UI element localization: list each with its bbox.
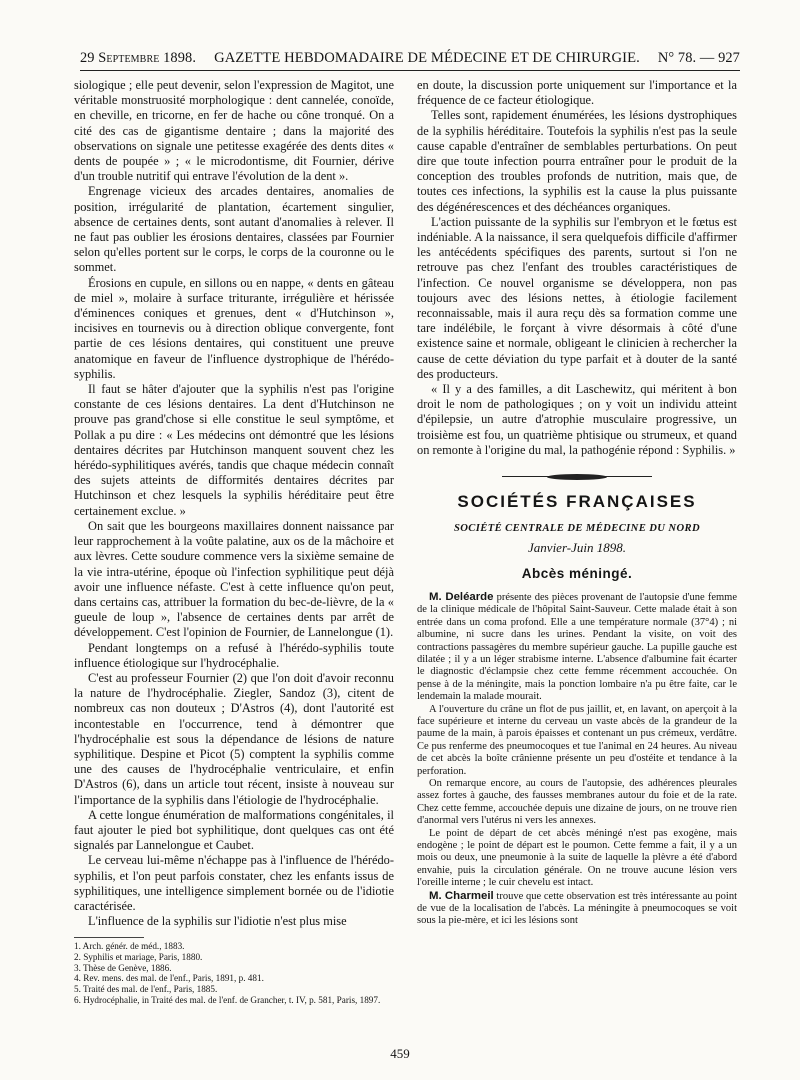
journal-title: GAZETTE HEBDOMADAIRE DE MÉDECINE ET DE CHIRURGIE. bbox=[214, 50, 640, 66]
header-date: 29 Septembre 1898. bbox=[80, 50, 197, 66]
paragraph: siologique ; elle peut devenir, selon l'expression de Magitot, une véritable monstruosité morphologique : dent cannelée, conoïde, en cheville, en tricorne, en fer de hache ou cône tronqué. On a cité des cas de gigantisme dentaire ; dans la majorité des observations on signale une petitesse exagérée des dents dites « dents de poupée » ; « le microdontisme, dit Fournier, dérive d'un trouble nutritif qui entrave l'évolution de la dent ». bbox=[74, 78, 394, 184]
header-rule bbox=[80, 70, 740, 71]
report-paragraph bbox=[417, 704, 737, 778]
paragraph: On sait que les bourgeons maxillaires donnent naissance par leur rapprochement à la voûte palatine, aux os de la mâchoire et aux lèvres. Cette soudure commence vers la sixième semaine de la vie intra-utérine, époque où l'infection syphilitique peut déjà avoir une influence néfaste. C'est à cette influence qu'on peut, dans certains cas, attribuer la formation du bec-de-lièvre, de la « gueule de loup », l'absence de certaines dents par arrêt de développement. C'est l'opinion de Fournier, de Lannelongue (1). bbox=[74, 518, 394, 640]
paragraph: Érosions en cupule, en sillons ou en nappe, « dents en gâteau de miel », molaire à surface triturante, irrégulière et hérissée d'éminences coniques et grenues, dent « d'Hutchinson », incisives en tournevis ou à direction oblique convergente, font partie de ces lésions dentaires, qui constituent une preuve anatomique en faveur de l'influence dystrophique de l'hérédo-syphilis. bbox=[74, 275, 394, 381]
report-paragraph bbox=[417, 591, 737, 704]
report-text-span: trouve que cette observation est très intéressante au point de vue de la localisation de l'abcès. La méningite à pneumocoques se voit sous la pie-mère, et ici les lésions sont bbox=[417, 890, 738, 927]
paragraph: « Il y a des familles, a dit Laschewitz, qui méritent à bon droit le nom de pathologiques ; on y voit un individu atteint d'épilepsie, un autre d'atrophie musculaire progressive, un troisième est fou, un quatrième phtisique ou strumeux, et quand on remonte à l'origine du mal, la pathogénie répond : Syphilis. » bbox=[417, 382, 737, 457]
society-name: SOCIÉTÉ CENTRALE DE MÉDECINE DU NORD bbox=[453, 523, 701, 535]
issue-number: N° 78. — 927 bbox=[657, 50, 740, 66]
page-number: 459 bbox=[390, 1046, 410, 1061]
paragraph: en doute, la discussion porte uniquement sur l'importance et la fréquence de ce facteur étiologique. bbox=[417, 78, 737, 108]
report-paragraph bbox=[417, 828, 737, 890]
footnote-rule bbox=[74, 937, 144, 938]
report-text-span: Le point de départ de cet abcès méningé n'est pas exogène, mais endogène ; le point de départ est le poumon. Cette femme a fait, il y a un mois ou deux, une pneumonie à la suite de laquelle la plèvre a été d'abord envahie, puis la circulation générale. On ne trouve aucune lésion vers l'oreille interne ; le cuir chevelu est intact. bbox=[417, 827, 737, 889]
report-paragraph bbox=[417, 778, 737, 828]
report-text-span: A l'ouverture du crâne un flot de pus jaillit, et, en lavant, on aperçoit à la face supérieure et interne du cerveau un vaste abcès de la grandeur de la paume de la main, à parois épaisses et contenant un pus crémeux, verdâtre. Ce pus renferme des pneumocoques et tue l'animal en 24 heures. Au niveau de cet abcès la boîte crânienne présente un peu d'ostéite et tendance à la perforation. bbox=[417, 703, 737, 777]
speaker-name: M. Charmeil bbox=[429, 889, 494, 902]
running-header bbox=[80, 50, 740, 70]
section-title: SOCIÉTÉS FRANÇAISES bbox=[457, 492, 697, 512]
right-body-text bbox=[417, 78, 737, 458]
report-paragraph bbox=[417, 890, 737, 928]
paragraph: L'action puissante de la syphilis sur l'embryon et le fœtus est indéniable. A la naissance, il sera quelquefois difficile d'affirmer les antécédents spécifiques des parents, surtout si l'on ne retrouve pas chez l'enfant des troubles caractéristiques de l'infection. Ce nouvel organisme se développera, non pas toujours avec des lésions nettes, à étiologie facilement reconnaissable, mais il aura reçu dès sa formation comme une tare indélébile, le forçant à vivre désormais à côté d'une existence saine et normale, obligeant le clinicien à rechercher la cause de cette déviation du type parfait et à douter de la santé des producteurs. bbox=[417, 214, 737, 381]
paragraph: Il faut se hâter d'ajouter que la syphilis n'est pas l'origine constante de ces lésions dentaires. La dent d'Hutchinson ne prouve pas grand'chose si elle constitue le seul symptôme, et Pollak a pu dire : « Les médecins ont démontré que les lésions dentaires décrites par Hutchinson manquent souvent chez les hérédo-syphilitiques avérés, tandis que chaque médecin connaît des sujets atteints de difformités dentaires décrites par Hutchinson et chez lesquels la syphilis héréditaire peut être certainement exclue. » bbox=[74, 382, 394, 518]
report-text-span: On remarque encore, au cours de l'autopsie, des adhérences pleurales assez fortes à gauche, des fausses membranes autour du foie et de la rate. Chez cette femme, accouchée depuis une dizaine de jours, on ne trouve rien d'anormal vers l'utérus ni vers les annexes. bbox=[417, 777, 737, 827]
paragraph: Le cerveau lui-même n'échappe pas à l'influence de l'hérédo-syphilis, et l'on peut parfois constater, chez les enfants issus de syphilitiques, une intelligence simplement bornée ou de l'idiotie caractérisée. bbox=[74, 853, 394, 913]
report-subtitle: Abcès méningé. bbox=[521, 565, 633, 581]
paragraph: Pendant longtemps on a refusé à l'hérédo-syphilis toute influence étiologique sur l'hydrocéphalie. bbox=[74, 640, 394, 670]
paragraph: Engrenage vicieux des arcades dentaires, anomalies de position, irrégularité de plantation, écartement singulier, absence de certaines dents, sont autant d'anomalies à relever. Il ne faut pas oublier les érosions dentaires, classées par Fournier selon qu'elles portent sur le corps, le corps de la couronne ou le sommet. bbox=[74, 184, 394, 275]
paragraph: A cette longue énumération de malformations congénitales, il faut ajouter le pied bot syphilitique, dont quelques cas ont été signalés par Lannelongue et Caubet. bbox=[74, 807, 394, 853]
paragraph: Telles sont, rapidement énumérées, les lésions dystrophiques de la syphilis héréditaire. Toutefois la syphilis n'est pas la seule cause capable d'entraîner de semblables perturbations. On peut dire que toute infection pourra entraîner pour le produit de la conception des troubles profonds de nutrition, mais que, de toutes ces infections, la syphilis est la cause la plus puissante des dégénérescences et des déchéances organiques. bbox=[417, 108, 737, 214]
footnote: 3. Thèse de Genève, 1886. bbox=[74, 962, 172, 973]
ornament-divider bbox=[502, 472, 652, 482]
footnote: 6. Hydrocéphalie, in Traité des mal. de l'enf. de Grancher, t. IV, p. 581, Paris, 1897. bbox=[74, 994, 381, 1005]
footnote: 5. Traité des mal. de l'enf., Paris, 1885. bbox=[74, 984, 218, 995]
left-column bbox=[74, 78, 394, 1006]
footnote: 2. Syphilis et mariage, Paris, 1880. bbox=[74, 952, 203, 963]
footnote: 4. Rev. mens. des mal. de l'enf., Paris, 1891, p. 481. bbox=[74, 973, 264, 984]
paragraph: C'est au professeur Fournier (2) que l'on doit d'avoir reconnu la nature de l'hydrocéphalie. Ziegler, Sandoz (3), citent de nombreux cas non douteux ; D'Astros (4), dont l'autorité est incontestable en l'occurrence, tend à démontrer que l'hydrocéphalie est sous la dépendance de lésions de nature syphilitique. Despine et Picot (5) comptent la syphilis comme une des causes de l'hydrocéphalie ventriculaire, et enfin D'Astros (6), dans un article tout récent, insiste à nouveau sur l'importance de la syphilis dans l'étiologie de l'hydrocéphalie. bbox=[74, 670, 394, 807]
report-text bbox=[417, 591, 737, 928]
paragraph: L'influence de la syphilis sur l'idiotie n'est plus mise bbox=[88, 914, 347, 929]
left-body-text bbox=[74, 78, 394, 929]
footnotes bbox=[74, 941, 394, 1005]
session-period: Janvier-Juin 1898. bbox=[528, 540, 626, 556]
footnote: 1. Arch. génér. de méd., 1883. bbox=[74, 941, 185, 952]
speaker-name: M. Deléarde bbox=[429, 590, 494, 603]
right-column bbox=[417, 78, 737, 928]
report-text-span: présente des pièces provenant de l'autopsie d'une femme de la clinique médicale de l'hôpital Saint-Sauveur. Cette malade était à son entrée dans un coma profond. Elle a une température normale (37°4) ; ni albumine, ni sucre dans les urines. Pendant la visite, on voit des contractions passagères du membre supérieur gauche. La pupille gauche est dilatée ; il y a un léger strabisme interne. L'absence d'albumine fait écarter le diagnostic d'éclampsie chez cette femme récemment accouchée. On pense à de la méningite, mais la ponction lombaire n'a pu être faite, car le lendemain la malade mourait. bbox=[417, 591, 737, 703]
